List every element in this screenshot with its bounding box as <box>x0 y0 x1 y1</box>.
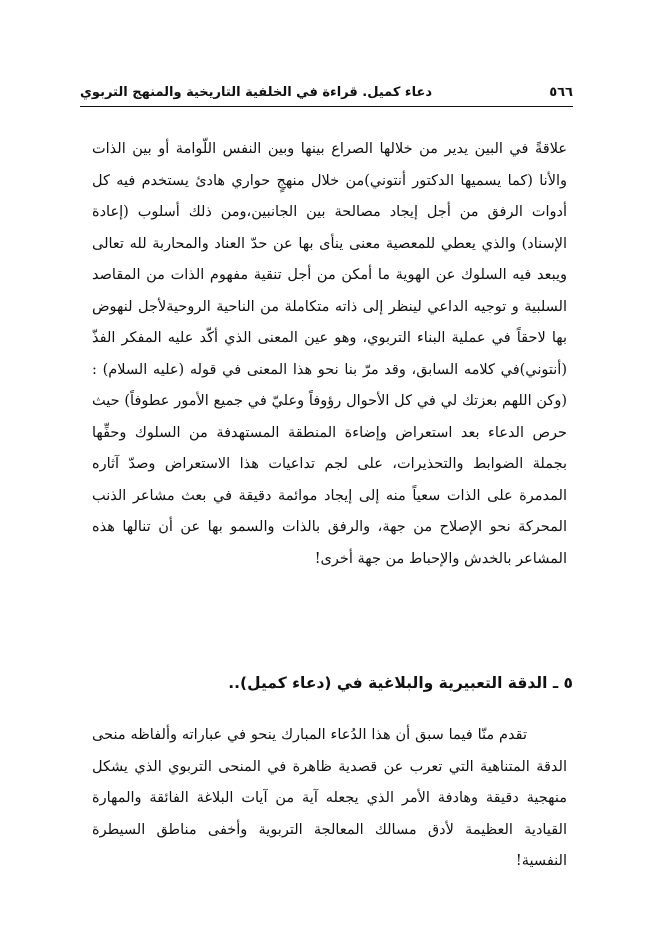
page-number: ٥٦٦ <box>549 85 573 100</box>
section-body <box>92 720 567 878</box>
body-paragraph: علاقةً في البين يدير من خلالها الصراع بينها وبين النفس اللّوامة أو بين الذات والأنا (كما يسميها الدكتور أنتوني)من خلال منهجٍ حواري هادئ يستخدم فيه كل أدوات الرفق من أجل إيجاد مصالحة بين الجانبين،ومن ذلك أسلوب (إعادة الإسناد) والذي يعطي للمعصية معنى ينأى بها عن حدّ العناد والمحاربة لله تعالى ويبعد فيه السلوك عن الهوية ما أمكن من أجل تنقية مفهوم الذات من المقاصد السلبية و توجيه الداعي لينظر إلى ذاته متكاملة من الناحية الروحيةلأجل لنهوض بها لاحقاً في عملية البناء التربوي، وهو عين المعنى الذي أكّد عليه المفكر الفذّ (أنتوني)في كلامه السابق، وقد مرّ بنا نحو هذا المعنى في قوله (عليه السلام) : (وكن اللهم بعزتك لي في كل الأحوال رؤوفاً وعليّ في جميع الأمور عطوفاً) حيث حرص الدعاء بعد استعراض وإضاءة المنطقة المستهدفة من السلوك وحفِّها بجملة الضوابط والتحذيرات، على لجم تداعيات هذا الاستعراض وصدّ آثاره المدمرة على الذات سعياً منه إلى إيجاد موائمة دقيقة في بعث مشاعر الذنب المحركة نحو الإصلاح من جهة، والرفق بالذات والسمو بها عن أن تنالها هذه المشاعر بالخدش والإحباط من جهة أخرى! <box>92 141 567 567</box>
header-divider <box>80 106 573 107</box>
body-text <box>92 134 567 575</box>
section-heading: ٥ ـ الدقة التعبيرية والبلاغية في (دعاء كميل).. <box>228 674 573 692</box>
running-title: دعاء كميل. قراءة في الخلفية التاريخية والمنهج التربوي <box>80 85 433 100</box>
running-header <box>80 74 573 100</box>
section-paragraph: تقدم منّا فيما سبق أن هذا الدُعاء المبارك ينحو في عباراته وألفاظه منحى الدقة المتناهية التي تعرب عن قصدية ظاهرة في المنحى التربوي الذي يشكل منهجية دقيقة وهادفة الأمر الذي يجعله آية من آيات البلاغة الفائقة والمهارة القيادية العظيمة لأدق مسالك المعالجة التربوية وأخفى مناطق السيطرة النفسية! <box>92 727 567 869</box>
